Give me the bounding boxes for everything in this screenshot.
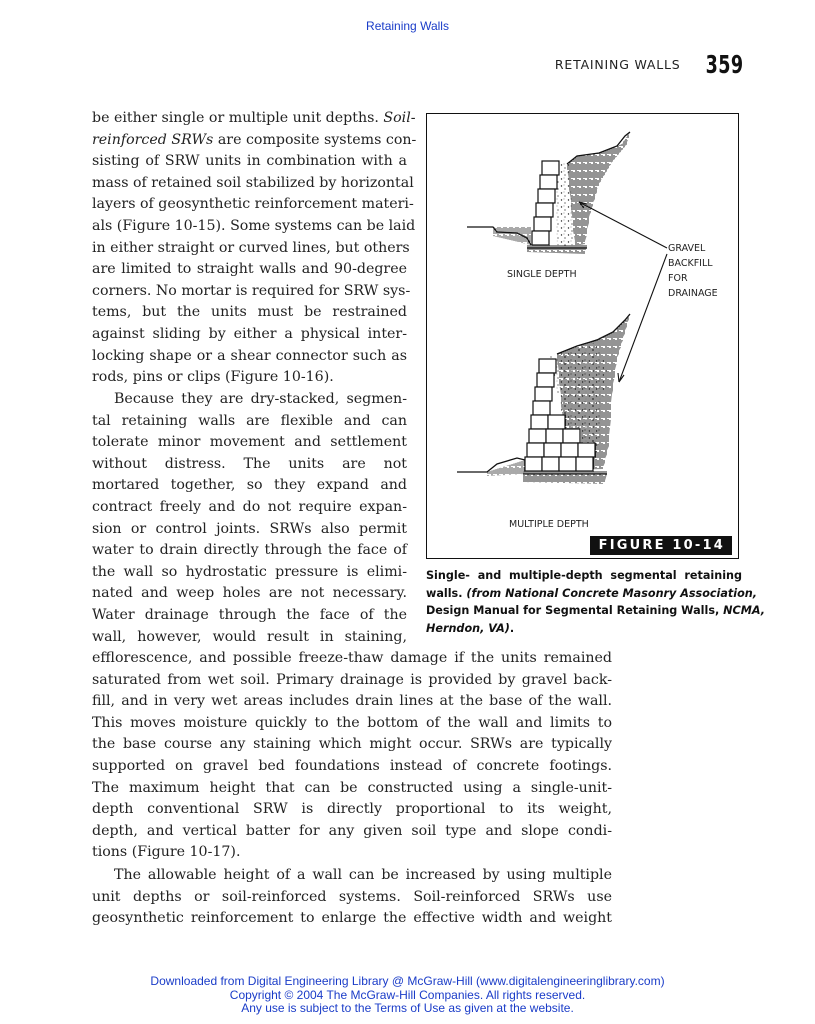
text-line (92, 281, 411, 303)
text-segment: tems, but the units must be restrained (92, 304, 407, 321)
text-line (92, 259, 407, 281)
single-depth-label: SINGLE DEPTH (507, 269, 577, 280)
text-line (92, 367, 407, 389)
caption-segment: walls. (426, 586, 467, 600)
text-line (92, 216, 416, 238)
text-line (92, 238, 410, 260)
text-line (92, 194, 414, 216)
caption-line (426, 585, 758, 603)
text-line: the base course any staining which might occur. SRWs are typically (92, 736, 612, 753)
text-line: Water drainage through the face of the (92, 606, 407, 623)
text-line (92, 302, 407, 324)
text-line: This moves moisture quickly to the bottom of the wall and limits to (92, 714, 612, 731)
footer (0, 975, 815, 1016)
text-line (92, 346, 407, 368)
text-segment: als (Figure 10-15). Some systems can be laid (92, 217, 416, 234)
caption-segment: . (509, 621, 515, 635)
text-line: wall, however, would result in staining, (92, 628, 407, 645)
text-segment: layers of geosynthetic reinforcement materi- (92, 196, 414, 213)
caption-line (426, 620, 742, 638)
text-line: contract freely and do not require expan- (92, 498, 407, 515)
text-line: efflorescence, and possible freeze-thaw damage if the units remained (92, 650, 612, 666)
caption-segment: Single- and multiple-depth segmental retaining (426, 569, 742, 582)
caption-line (426, 602, 765, 620)
text-segment: be either single or multiple unit depths. (92, 110, 384, 126)
text-line: saturated from wet soil. Primary drainage is provided by gravel back- (92, 671, 612, 688)
text-segment: against sliding by either a physical inter- (92, 325, 407, 342)
text-line (92, 108, 416, 130)
running-title: RETAINING WALLS (554, 56, 681, 72)
text-line: the wall so hydrostatic pressure is elimi- (92, 563, 407, 580)
multiple-depth-label: MULTIPLE DEPTH (509, 519, 589, 530)
caption-segment: NCMA, (723, 604, 765, 617)
caption-line (426, 567, 742, 585)
text-line: unit depths or soil-reinforced systems. Soil-reinforced SRWs use (92, 888, 612, 905)
running-head (555, 50, 743, 78)
paragraph-allowable-height (92, 865, 612, 930)
figure-caption (426, 567, 765, 637)
text-line (92, 130, 417, 152)
text-line: tions (Figure 10-17). (92, 844, 241, 861)
text-line (92, 151, 407, 173)
text-segment: are composite systems con- (213, 131, 417, 148)
text-segment: sisting of SRW units in combination with a (92, 153, 407, 170)
text-line: depth, and vertical batter for any given soil type and slope condi- (92, 822, 612, 839)
text-line: The allowable height of a wall can be increased by using multiple (114, 867, 612, 883)
text-segment: locking shape or a shear connector such as (92, 347, 407, 364)
figure-10-14 (426, 113, 739, 559)
text-line: nated and weep holes are not necessary. (92, 585, 407, 602)
text-line: depth conventional SRW is directly proportional to its weight, (92, 801, 612, 818)
text-line (92, 324, 407, 346)
paragraph-dry-stacked-continued (92, 648, 612, 864)
paragraph-srw-types (92, 108, 417, 389)
caption-segment: Design Manual for Segmental Retaining Walls, (426, 604, 724, 617)
footer-terms-link[interactable]: Any use is subject to the Terms of Use as given at the website. (241, 1001, 574, 1015)
text-segment: reinforced SRWs (92, 131, 214, 148)
text-segment: are limited to straight walls and 90-degree (92, 261, 407, 278)
footer-copyright: Copyright © 2004 The McGraw-Hill Companies. All rights reserved. (229, 987, 586, 1002)
caption-segment: (from National Concrete Masonry Association, (466, 586, 758, 600)
single-depth-wall (467, 132, 630, 254)
multiple-depth-wall (457, 314, 630, 484)
text-line: water to drain directly through the face of (92, 542, 407, 559)
callout-line-1: GRAVEL (668, 243, 706, 254)
callout-line-3: FOR (668, 273, 688, 284)
text-segment: mass of retained soil stabilized by horizontal (92, 174, 414, 191)
text-line: fill, and in very wet areas includes drain lines at the base of the wall. (92, 693, 612, 710)
page-number: 359 (705, 49, 743, 79)
text-line: sion or control joints. SRWs also permit (92, 520, 407, 537)
footer-download-link[interactable]: Downloaded from Digital Engineering Library @ McGraw-Hill (www.digitalengineeringlibrary.com) (150, 974, 665, 988)
retaining-wall-drawing (427, 114, 740, 560)
text-line: tal retaining walls are flexible and can (92, 412, 407, 429)
text-line: geosynthetic reinforcement to enlarge the effective width and weight (92, 910, 612, 927)
caption-segment: Herndon, VA) (426, 621, 510, 635)
figure-number: FIGURE 10-14 (590, 536, 732, 555)
text-line: tolerate minor movement and settlement (92, 434, 407, 451)
text-segment: rods, pins or clips (Figure 10-16). (92, 369, 334, 386)
text-segment: in either straight or curved lines, but others (92, 239, 410, 256)
callout-line-4: DRAINAGE (668, 288, 718, 299)
text-line: mortared together, so they expand and (92, 477, 407, 494)
callout-line-2: BACKFILL (668, 258, 713, 269)
text-line: Because they are dry-stacked, segmen- (114, 391, 407, 407)
text-line: supported on gravel bed foundations instead of concrete footings. (92, 757, 612, 774)
text-segment: Soil- (383, 110, 416, 126)
text-segment: corners. No mortar is required for SRW sys- (92, 282, 411, 299)
paragraph-dry-stacked (92, 389, 407, 648)
text-line: without distress. The units are not (92, 455, 407, 472)
text-line: The maximum height that can be constructed using a single-unit- (92, 779, 612, 796)
chapter-link[interactable]: Retaining Walls (366, 19, 449, 33)
text-line (92, 173, 414, 195)
